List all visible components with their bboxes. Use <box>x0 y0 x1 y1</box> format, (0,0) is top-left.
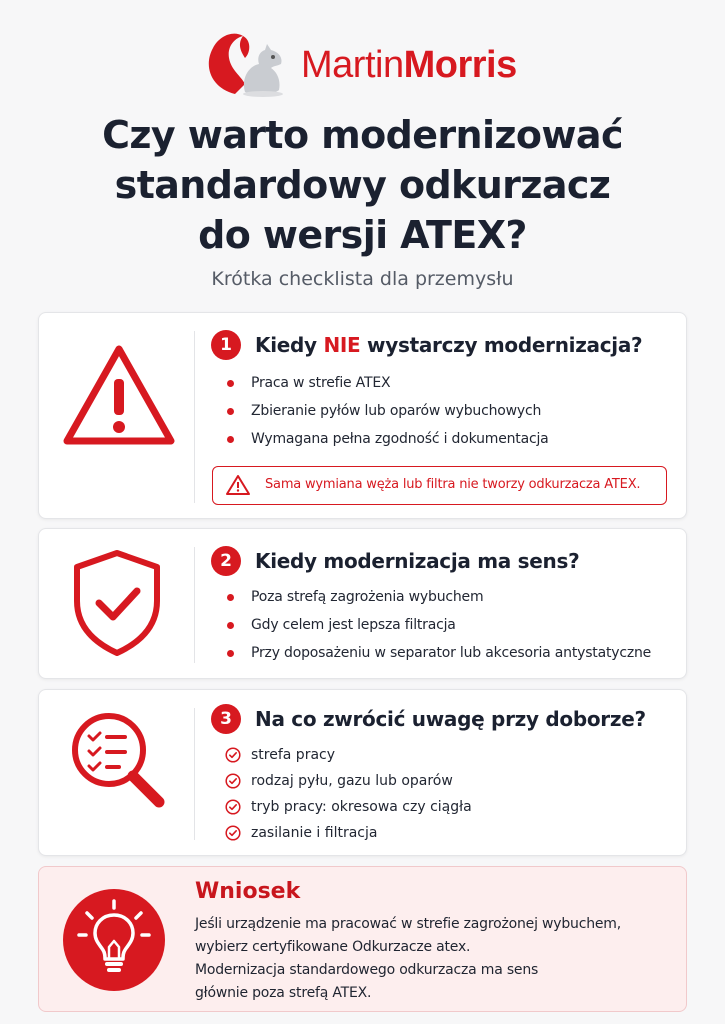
lightbulb-badge <box>63 889 165 991</box>
conclusion-line: Modernizacja standardowego odkurzacza ma sens <box>195 962 539 978</box>
section-card-2 <box>38 528 687 679</box>
section-title: Kiedy NIE wystarczy modernizacja? <box>255 333 643 357</box>
checklist-magnifier-icon <box>63 704 175 816</box>
page-title <box>0 110 725 260</box>
brand-logo <box>205 22 545 102</box>
title-line-3: do wersji ATEX? <box>198 213 527 257</box>
list-item: Gdy celem jest lepsza filtracja <box>227 611 651 639</box>
squirrel-icon <box>205 22 295 102</box>
warning-callout <box>212 466 667 505</box>
section-number: 1 <box>211 330 241 360</box>
warning-triangle-icon <box>59 341 179 451</box>
list-item: Przy doposażeniu w separator lub akcesoria antystatyczne <box>227 639 651 667</box>
card-divider <box>194 331 195 503</box>
title-line-1: Czy warto modernizować <box>102 113 623 157</box>
section-card-3 <box>38 689 687 856</box>
section-number: 3 <box>211 704 241 734</box>
check-circle-icon <box>225 825 241 841</box>
title-line-2: standardowy odkurzacz <box>114 163 611 207</box>
conclusion-line: Jeśli urządzenie ma pracować w strefie zagrożonej wybuchem, <box>195 916 621 932</box>
page-subtitle: Krótka checklista dla przemysłu <box>211 268 514 290</box>
conclusion-card <box>38 866 687 1012</box>
check-circle-icon <box>225 747 241 763</box>
conclusion-title: Wniosek <box>195 879 301 904</box>
list-item: Poza strefą zagrożenia wybuchem <box>227 583 651 611</box>
section-title: Kiedy modernizacja ma sens? <box>255 549 580 573</box>
warning-small-icon <box>225 474 251 496</box>
list-item: Praca w strefie ATEX <box>227 369 549 397</box>
check-circle-icon <box>225 799 241 815</box>
conclusion-line: głównie poza strefą ATEX. <box>195 985 372 1001</box>
section-title: Na co zwrócić uwagę przy doborze? <box>255 707 646 731</box>
list-item: Wymagana pełna zgodność i dokumentacja <box>227 425 549 453</box>
list-item: strefa pracy <box>225 742 472 768</box>
section-checklist <box>225 742 472 846</box>
shield-check-icon <box>67 547 167 659</box>
check-circle-icon <box>225 773 241 789</box>
section-list <box>227 583 651 667</box>
list-item: Zbieranie pyłów lub oparów wybuchowych <box>227 397 549 425</box>
list-item: tryb pracy: okresowa czy ciągła <box>225 794 472 820</box>
section-number: 2 <box>211 546 241 576</box>
list-item: rodzaj pyłu, gazu lub oparów <box>225 768 472 794</box>
conclusion-text <box>195 913 621 1005</box>
lightbulb-icon <box>63 889 165 991</box>
section-card-1 <box>38 312 687 519</box>
warning-text: Sama wymiana węża lub filtra nie tworzy odkurzacza ATEX. <box>265 477 641 492</box>
brand-name: MartinMorris <box>301 44 517 86</box>
section-list <box>227 369 549 453</box>
list-item: zasilanie i filtracja <box>225 820 472 846</box>
conclusion-line: wybierz certyfikowane Odkurzacze atex. <box>195 939 471 955</box>
card-divider <box>194 547 195 663</box>
card-divider <box>194 708 195 840</box>
